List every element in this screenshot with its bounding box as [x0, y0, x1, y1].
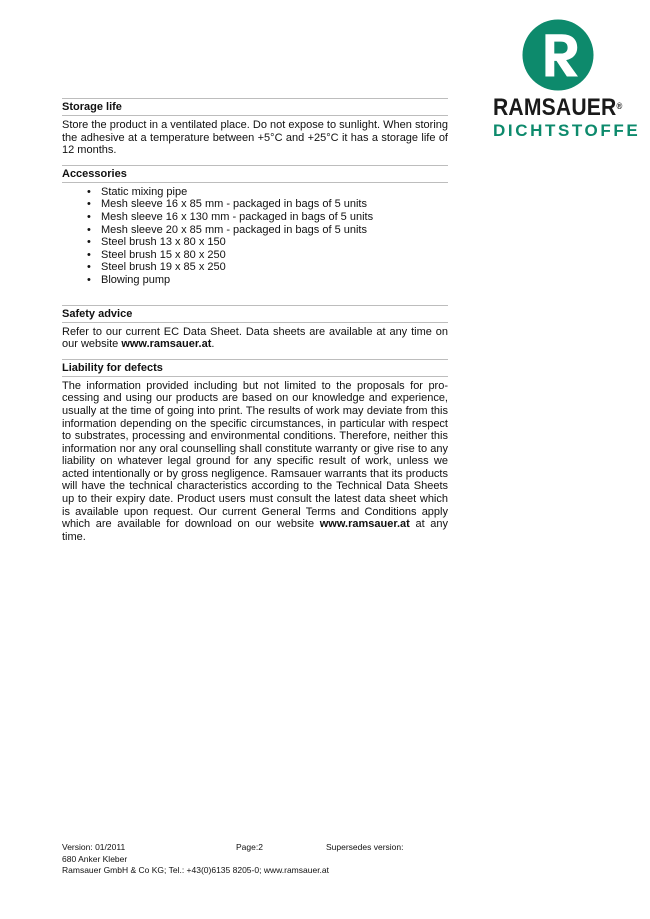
storage-text: Store the product in a ventilated place. Do not expose to sunlight. When storing the adhesive at a temperature between +5°C and +25°C it has a storage life of 12 months.	[62, 119, 448, 157]
page-footer	[62, 842, 512, 877]
safety-text: Refer to our current EC Data Sheet. Data sheets are available at any time on our website www.ramsauer.at.	[62, 325, 448, 351]
footer-product: 680 Anker Kleber	[62, 853, 128, 864]
accessories-section	[62, 165, 448, 297]
list-item: • Mesh sleeve 20 x 85 mm - packaged in bags of 5 units	[87, 224, 448, 237]
liability-heading: Liability for defects	[62, 359, 448, 377]
company-logo	[493, 18, 641, 141]
footer-page: Page:2	[236, 842, 263, 852]
list-item: • Steel brush 13 x 80 x 150	[87, 236, 448, 249]
list-item: • Static mixing pipe	[87, 186, 448, 199]
list-item: • Mesh sleeve 16 x 85 mm - packaged in bags of 5 units	[87, 198, 448, 211]
ramsauer-r-logo-icon	[521, 18, 595, 92]
footer-meta-row	[62, 842, 512, 854]
list-item: • Steel brush 15 x 80 x 250	[87, 249, 448, 262]
accessories-heading: Accessories	[62, 165, 448, 183]
footer-company: Ramsauer GmbH & Co KG; Tel.: +43(0)6135 8205-0; www.ramsauer.at	[62, 865, 330, 875]
storage-section	[62, 98, 448, 157]
website-link[interactable]: www.ramsauer.at	[319, 518, 410, 531]
safety-section	[62, 305, 448, 351]
liability-text: The information provided including but not limited to the proposals for pro-cessing and using our products are based on our knowledge and experience, usually at the time of going into print. The results of work may deviate from this information depending on the specific circumstances, in particular with respect to substrates, processing and environmental conditions. Therefore, neither this information nor any oral counselling shall constitute warranty or give rise to any liability on whatever legal ground for any specific result of work, unless we acted intentionally or by gross negligence. Ramsauer warrants that its products will have the technical characteristics according to the Technical Data Sheets up to their expiry date. Product users must consult the latest data sheet which is available upon request. Our current General Terms and Conditions apply which are available for download on our website www.ramsauer.at at any time.	[62, 379, 448, 543]
footer-version: Version: 01/2011	[62, 842, 126, 852]
document-body	[62, 98, 448, 551]
storage-heading: Storage life	[62, 98, 448, 116]
liability-section	[62, 359, 448, 544]
footer-supersedes: Supersedes version:	[326, 842, 404, 852]
list-item: • Blowing pump	[87, 274, 448, 287]
list-item: • Mesh sleeve 16 x 130 mm - packaged in bags of 5 units	[87, 211, 448, 224]
website-link[interactable]: www.ramsauer.at	[121, 338, 212, 351]
logo-wordmark: RAMSAUER®	[493, 94, 623, 121]
accessories-list	[62, 186, 448, 287]
safety-heading: Safety advice	[62, 305, 448, 323]
list-item: • Steel brush 19 x 85 x 250	[87, 261, 448, 274]
logo-subtitle: DICHTSTOFFE	[493, 121, 641, 140]
